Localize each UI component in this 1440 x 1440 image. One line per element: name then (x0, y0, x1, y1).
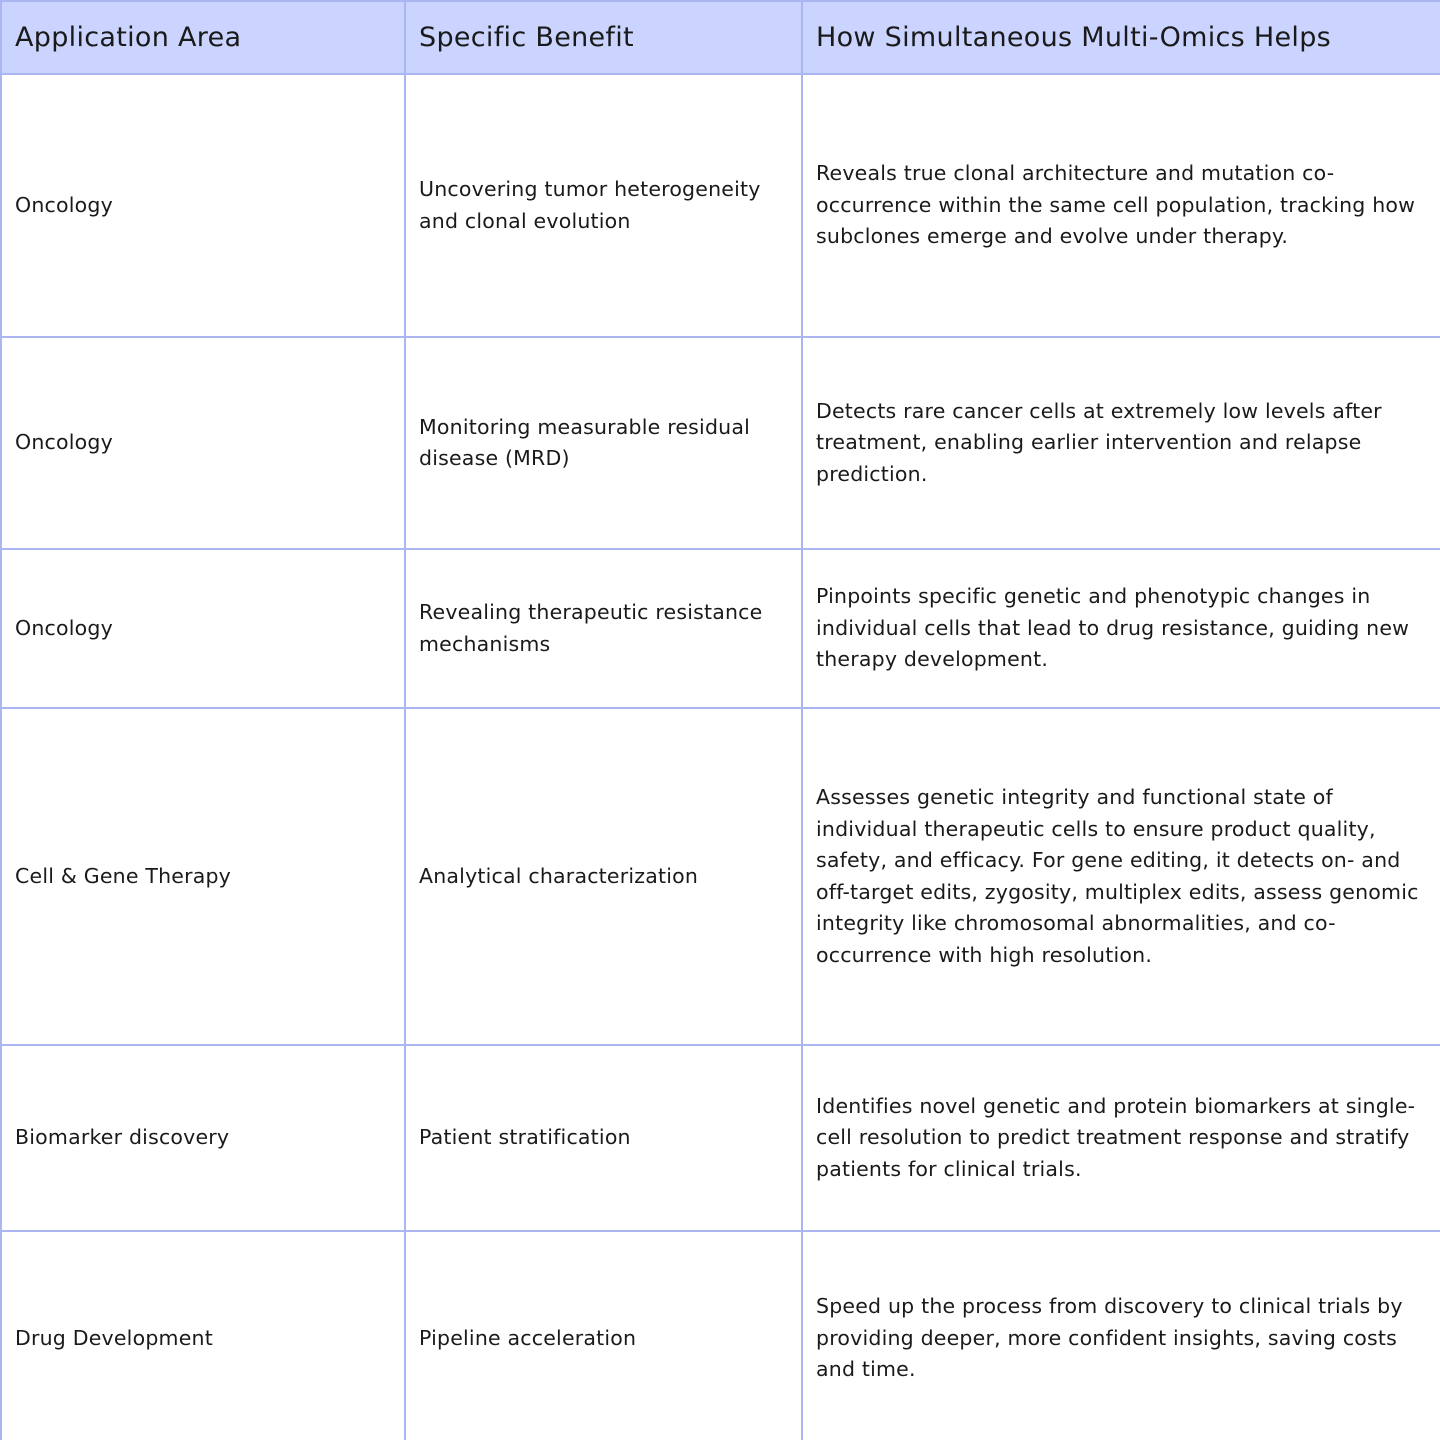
cell-application-area: Cell & Gene Therapy (1, 708, 405, 1045)
header-application-area: Application Area (1, 1, 405, 74)
table-row (1, 708, 1440, 1045)
header-how-multi-omics-helps: How Simultaneous Multi-Omics Helps (802, 1, 1440, 74)
cell-application-area: Oncology (1, 337, 405, 549)
cell-how-it-helps: Identifies novel genetic and protein biomarkers at single-cell resolution to predict treatment response and stratify patients for clinical trials. (802, 1045, 1440, 1231)
cell-application-area: Oncology (1, 549, 405, 708)
table-row (1, 1231, 1440, 1440)
cell-specific-benefit: Monitoring measurable residual disease (MRD) (405, 337, 802, 549)
cell-specific-benefit: Patient stratification (405, 1045, 802, 1231)
cell-how-it-helps: Pinpoints specific genetic and phenotypic changes in individual cells that lead to drug resistance, guiding new therapy development. (802, 549, 1440, 708)
cell-how-it-helps: Speed up the process from discovery to clinical trials by providing deeper, more confident insights, saving costs and time. (802, 1231, 1440, 1440)
cell-application-area: Oncology (1, 74, 405, 337)
cell-specific-benefit: Revealing therapeutic resistance mechanisms (405, 549, 802, 708)
cell-how-it-helps: Reveals true clonal architecture and mutation co-occurrence within the same cell population, tracking how subclones emerge and evolve under therapy. (802, 74, 1440, 337)
cell-specific-benefit: Pipeline acceleration (405, 1231, 802, 1440)
table-header-row (1, 1, 1440, 74)
cell-how-it-helps: Detects rare cancer cells at extremely low levels after treatment, enabling earlier intervention and relapse prediction. (802, 337, 1440, 549)
cell-application-area: Biomarker discovery (1, 1045, 405, 1231)
cell-application-area: Drug Development (1, 1231, 405, 1440)
header-specific-benefit: Specific Benefit (405, 1, 802, 74)
table-row (1, 549, 1440, 708)
cell-specific-benefit: Uncovering tumor heterogeneity and clonal evolution (405, 74, 802, 337)
table-row (1, 337, 1440, 549)
table-row (1, 74, 1440, 337)
cell-specific-benefit: Analytical characterization (405, 708, 802, 1045)
cell-how-it-helps: Assesses genetic integrity and functional state of individual therapeutic cells to ensure product quality, safety, and efficacy. For gene editing, it detects on- and off-target edits, zygosity, multiplex edits, assess genomic integrity like chromosomal abnormalities, and co-occurrence with high resolution. (802, 708, 1440, 1045)
table-row (1, 1045, 1440, 1231)
